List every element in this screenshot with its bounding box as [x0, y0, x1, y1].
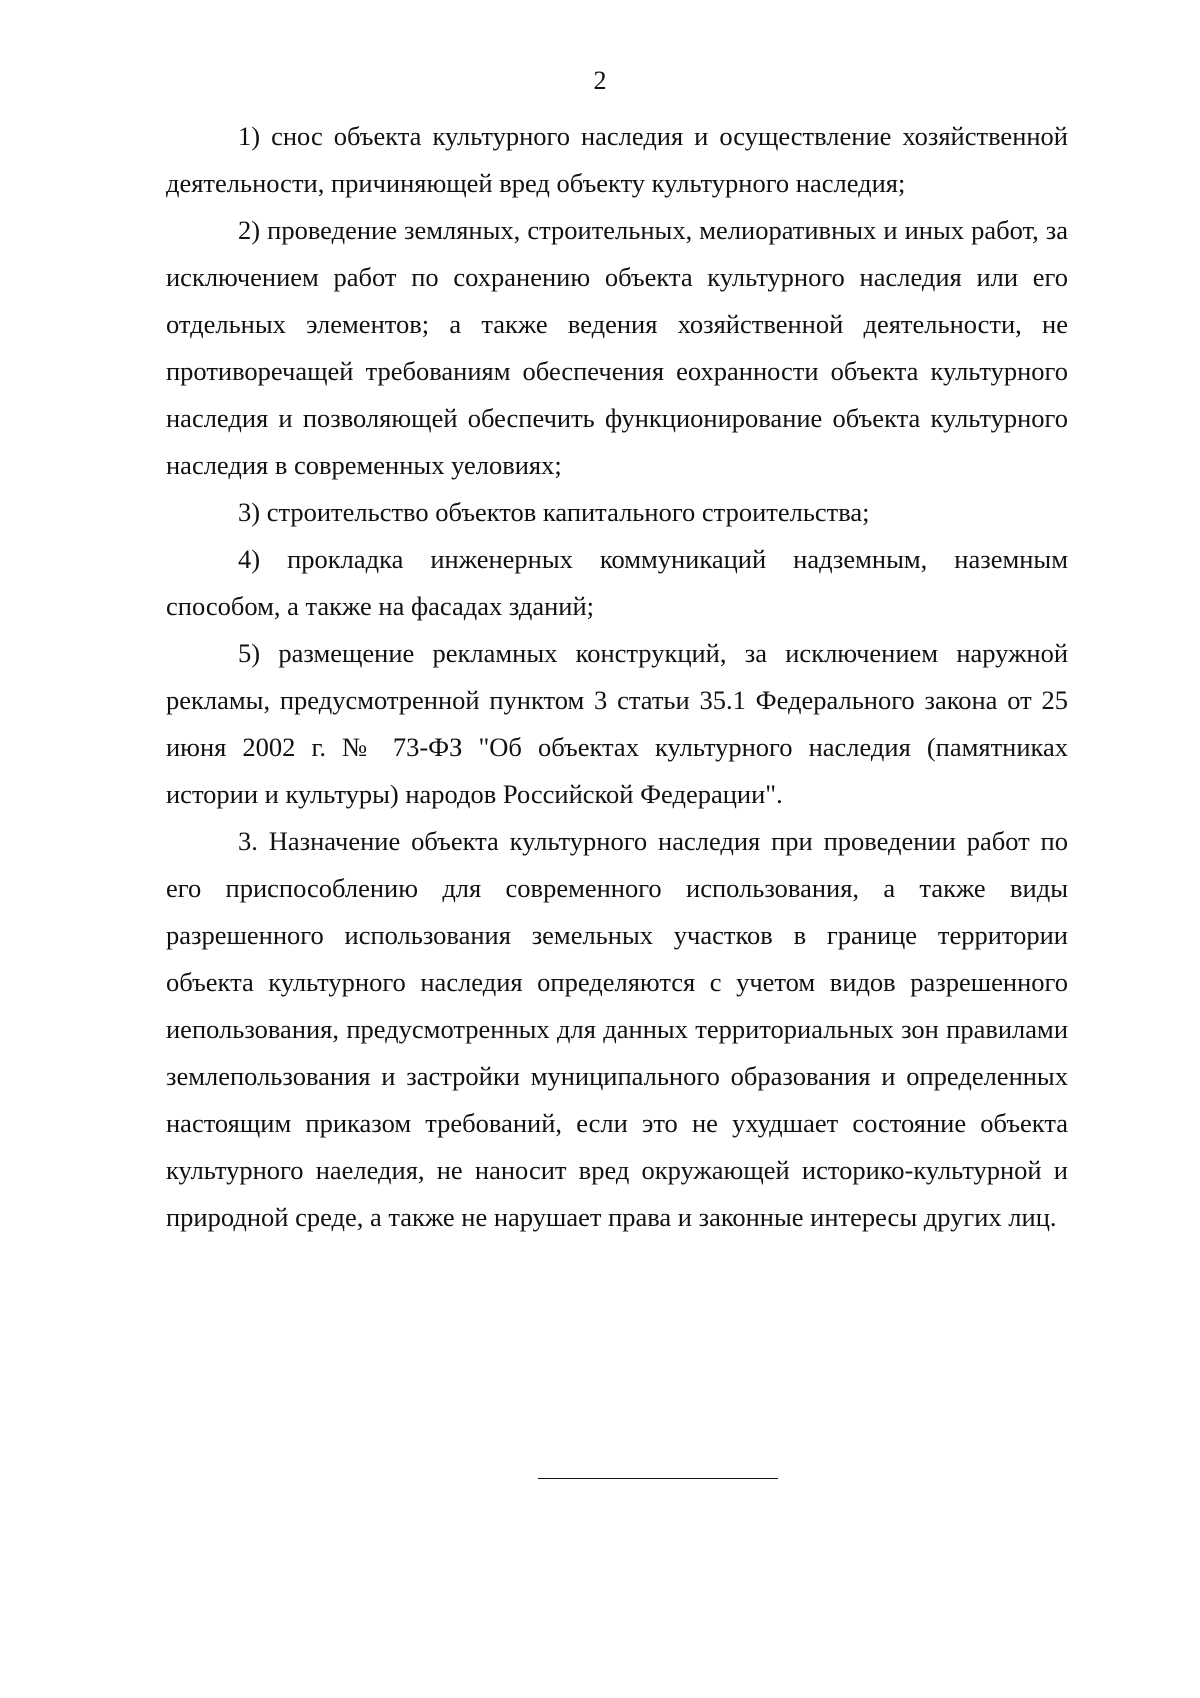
paragraph-item-1: 1) снос объекта культурного наследия и осуществление хозяйственной деятельности, причиняющей вред объекту культурного наследия;	[166, 121, 1068, 198]
paragraph-item-2: 2) проведение земляных, строительных, мелиоративных и иных работ, за исключением работ по сохранению объекта культурного наследия или его отдельных элементов; а также ведения хозяйственной деятельности, не противоречащей требованиям обеспечения еохранности объекта культурного наследия и позволяющей обеспечить функционирование объекта культурного наследия в современных уеловиях;	[166, 215, 1068, 480]
paragraph-item-3: 3) строительство объектов капитального строительства;	[238, 497, 870, 527]
paragraph-item-4: 4) прокладка инженерных коммуникаций надземным, наземным способом, а также на фасадах зданий;	[166, 544, 1068, 621]
document-body	[166, 113, 1068, 1241]
page-number: 2	[593, 66, 607, 95]
paragraph-item-5: 5) размещение рекламных конструкций, за исключением наружной рекламы, предусмотренной пунктом 3 статьи 35.1 Федерального закона от 25 июня 2002 г. № 73-ФЗ "Об объектах культурного наследия (памятниках истории и культуры) народов Российской Федерации".	[166, 638, 1068, 809]
end-divider	[538, 1478, 778, 1479]
paragraph-section-3: 3. Назначение объекта культурного наследия при проведении работ по его приспособлению для современного использования, а также виды разрешенного использования земельных участков в границе территории объекта культурного наследия определяются с учетом видов разрешенного иепользования, предусмотренных для данных территориальных зон правилами землепользования и застройки муниципального образования и определенных настоящим приказом требований, если это не ухудшает состояние объекта культурного наеледия, не наносит вред окружающей историко-культурной и природной среде, а также не нарушает права и законные интересы других лиц.	[166, 826, 1068, 1232]
